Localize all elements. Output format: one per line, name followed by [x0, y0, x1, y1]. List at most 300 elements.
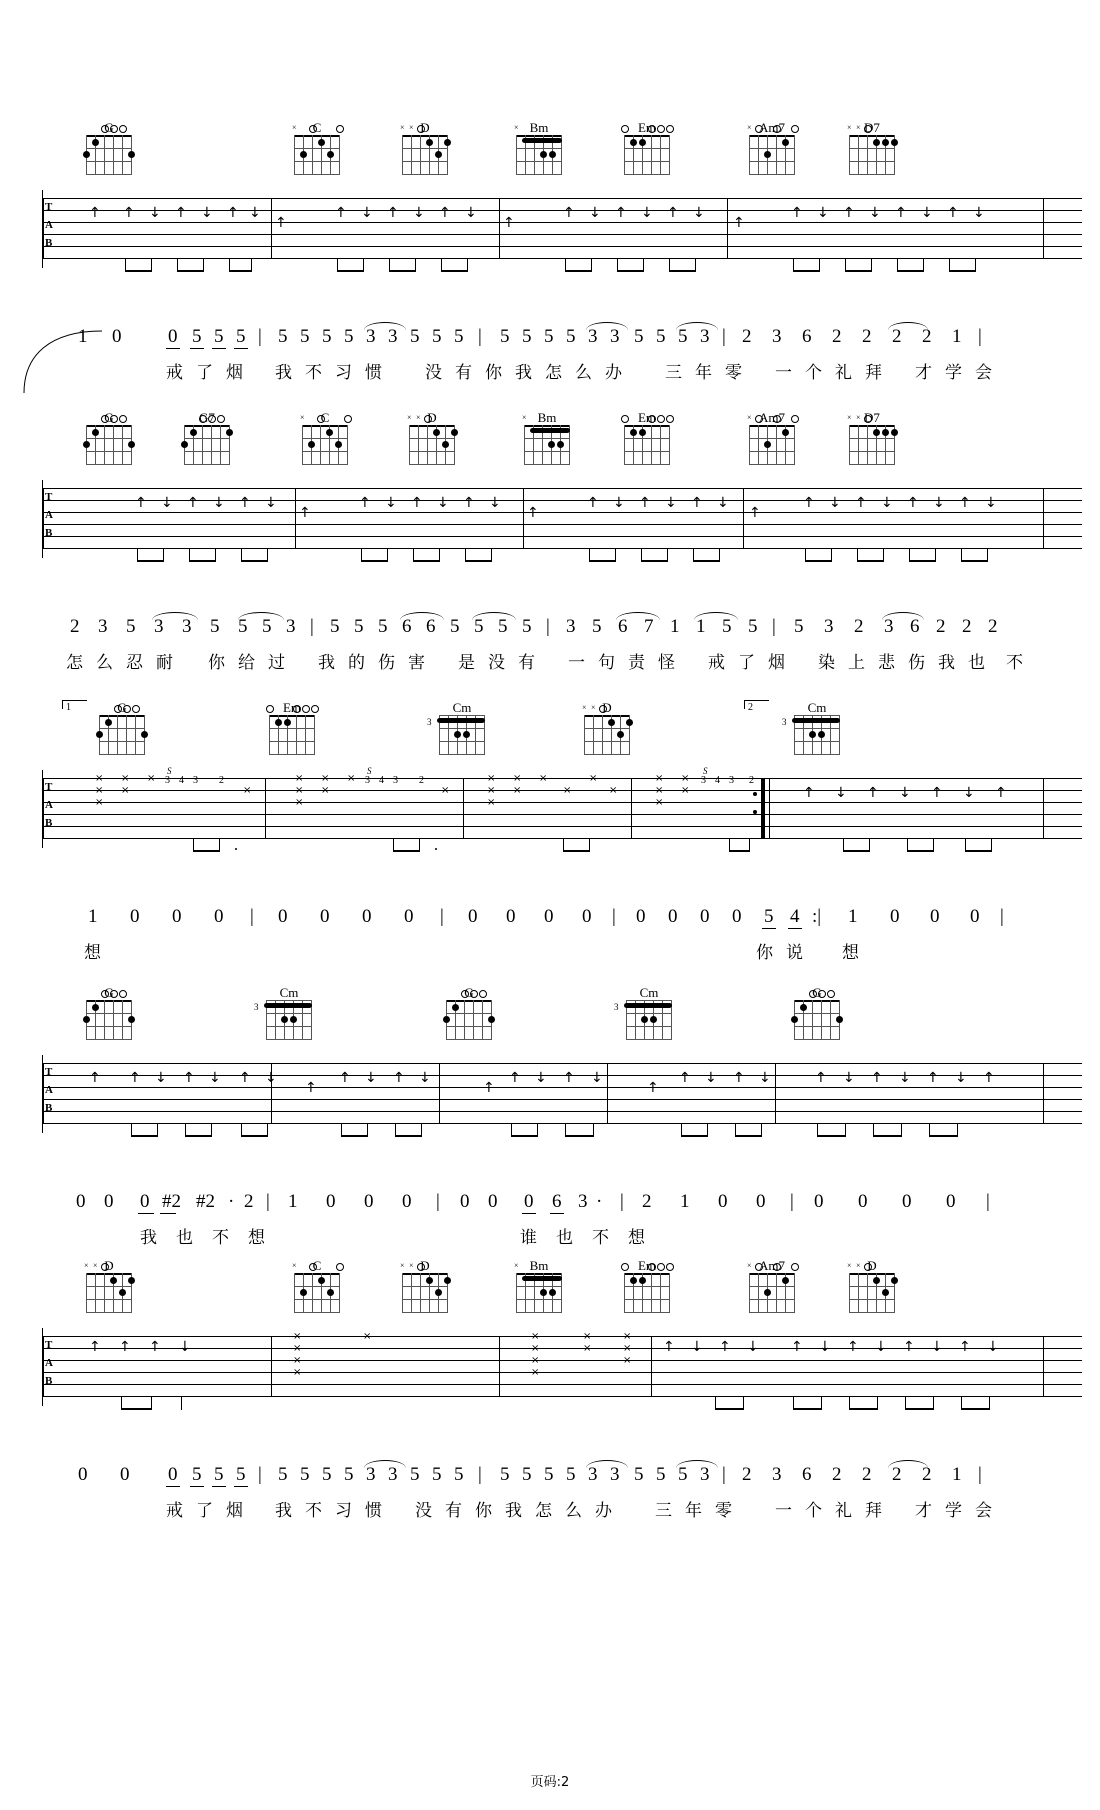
chord-name: Cm — [452, 700, 472, 715]
melody-note: 5 — [500, 1464, 510, 1485]
chord-diagram — [790, 985, 844, 1040]
melody-note: 0 — [76, 1191, 86, 1212]
melody-note: 5 — [322, 326, 332, 347]
tab-letter-t: T — [45, 781, 53, 793]
chord-diagram — [290, 120, 344, 175]
tab-dash: – — [393, 1343, 398, 1354]
melody-note: 5 — [378, 616, 388, 637]
chord-diagram — [512, 120, 566, 175]
chord-diagram — [745, 410, 799, 465]
chord-diagram — [405, 410, 459, 465]
chord-diagram — [845, 410, 899, 465]
lyric-word: 的 — [348, 653, 365, 673]
melody-note: 1 — [952, 326, 962, 347]
barline-melody: | — [436, 1191, 440, 1212]
melody-note: 5 — [544, 1464, 554, 1485]
chord-diagram — [512, 1258, 566, 1313]
lyric-word: 想 — [628, 1228, 645, 1248]
chord-name: G — [812, 985, 822, 1000]
melody-note: 0 — [544, 906, 554, 927]
melody-note: 0 — [404, 906, 414, 927]
chord-name: Em — [637, 120, 657, 135]
melody-note: 5 — [192, 1464, 202, 1485]
melody-note: 0 — [172, 906, 182, 927]
chord-name: Bm — [529, 120, 549, 135]
fret-number: 3 — [782, 717, 787, 727]
barline-melody: | — [978, 1464, 982, 1485]
lyric-word: 我 — [938, 653, 955, 673]
melody-note: 2 — [244, 1191, 254, 1212]
slide-mark: S — [367, 766, 372, 776]
lyric-word: 给 — [238, 653, 255, 673]
slide-mark: S — [703, 766, 708, 776]
lyric-word: 么 — [575, 363, 592, 383]
lyric-word: 怎 — [545, 363, 562, 383]
melody-note: 5 — [262, 616, 272, 637]
melody-note: 5 — [634, 326, 644, 347]
lyric-word: 一 — [775, 363, 792, 383]
tab-fret-number: 2 — [419, 775, 424, 786]
chord-name: C — [312, 1258, 322, 1273]
chord-grid — [184, 425, 230, 465]
melody-note: 2 — [742, 1464, 752, 1485]
chord-name: D — [602, 700, 612, 715]
melody-note: 6 — [910, 616, 920, 637]
tab-letter-b: B — [45, 817, 53, 829]
barline-melody: | — [440, 906, 444, 927]
lyric-word: 有 — [518, 653, 535, 673]
lyric-word: 责 — [628, 653, 645, 673]
melody-note: 0 — [814, 1191, 824, 1212]
lyric-word: 不 — [305, 363, 322, 383]
chord-grid — [624, 425, 670, 465]
chord-grid: × × — [849, 135, 895, 175]
melody-note: 2 — [892, 326, 902, 347]
lyric-word: 我 — [275, 363, 292, 383]
tab-staff: T A B ↑ ↑ ↑ ↓ × × × × – – × × × × × × × × × × ↑ ↓ ↑ ↓ ↑ ↓ ↑ ↓ ↑ ↓ ↑ ↓ — [42, 1328, 1082, 1406]
chord-name: D7 — [864, 410, 880, 425]
lyric-word: 伤 — [908, 653, 925, 673]
lyric-word: 烟 — [768, 653, 785, 673]
melody-note: 3 — [182, 616, 192, 637]
repeat-melody: :| — [812, 906, 822, 927]
chord-grid: × — [524, 425, 570, 465]
barline-melody: | — [978, 326, 982, 347]
chord-grid: × — [516, 135, 562, 175]
lyric-word: 我 — [140, 1228, 157, 1248]
chord-grid: × — [749, 1273, 795, 1313]
melody-note: 2 — [832, 1464, 842, 1485]
chord-diagram-row — [0, 700, 1100, 770]
chord-diagram — [620, 410, 674, 465]
melody-note: 6 — [402, 616, 412, 637]
melody-note: · — [596, 1191, 603, 1212]
chord-diagram — [398, 1258, 452, 1313]
melody-note: 6 — [426, 616, 436, 637]
slide-mark: S — [167, 766, 172, 776]
chord-name: Em — [282, 700, 302, 715]
melody-note: 5 — [344, 326, 354, 347]
lyric-word: 染 — [818, 653, 835, 673]
chord-grid: × — [749, 425, 795, 465]
lyric-word: 烟 — [226, 363, 243, 383]
chord-name: Am7 — [759, 410, 785, 425]
tab-fret-number: 3 — [701, 775, 706, 786]
chord-diagram — [254, 985, 316, 1040]
melody-note: 0 — [890, 906, 900, 927]
tab-staff: T A B × × × × × × S 3 4 3 2 × × × × × × × S 3 4 3 2 × × × × × × × × × × × × × × × S 3 4 3 2 ↑ ↓ ↑ ↓ ↑ ↓ ↑ — [42, 770, 1082, 848]
lyric-word: 惯 — [365, 363, 382, 383]
melody-note: 0 — [168, 326, 178, 347]
melody-note: 0 — [104, 1191, 114, 1212]
melody-note: 0 — [278, 906, 288, 927]
tab-letter-b: B — [45, 527, 53, 539]
chord-grid — [99, 715, 145, 755]
melody-note: 5 — [192, 326, 202, 347]
lyric-word: 了 — [196, 363, 213, 383]
tab-fret-number: 3 — [729, 775, 734, 786]
lyric-word: 伤 — [378, 653, 395, 673]
lyric-word: 怎 — [535, 1501, 552, 1521]
tab-fret-number: 3 — [393, 775, 398, 786]
melody-note: 5 — [322, 1464, 332, 1485]
chord-name: Bm — [529, 1258, 549, 1273]
chord-diagram — [427, 700, 489, 755]
lyric-word: 悲 — [878, 653, 895, 673]
melody-note: 1 — [696, 616, 706, 637]
melody-note: 5 — [236, 1464, 246, 1485]
melody-note: 0 — [140, 1191, 150, 1212]
melody-line — [0, 1191, 1100, 1223]
melody-note: 2 — [962, 616, 972, 637]
chord-name: Cm — [639, 985, 659, 1000]
chord-name: D — [420, 1258, 430, 1273]
melody-note: 5 — [432, 1464, 442, 1485]
lyric-word: 说 — [786, 943, 803, 963]
melody-note: 3 — [610, 326, 620, 347]
chord-name: G — [117, 700, 127, 715]
chord-grid: × — [749, 135, 795, 175]
melody-note: 5 — [354, 616, 364, 637]
chord-grid: × × — [409, 425, 455, 465]
melody-note: 4 — [790, 906, 800, 927]
system-5 — [0, 1258, 1100, 1520]
melody-note: 3 — [824, 616, 834, 637]
melody-note: 3 — [588, 1464, 598, 1485]
barline-melody: | — [722, 1464, 726, 1485]
melody-note: 5 — [300, 1464, 310, 1485]
lyric-word: 不 — [592, 1228, 609, 1248]
melody-note: 0 — [524, 1191, 534, 1212]
tab-letter-a: A — [45, 509, 53, 521]
melody-note: 2 — [70, 616, 80, 637]
melody-note: 5 — [126, 616, 136, 637]
melody-note: 0 — [488, 1191, 498, 1212]
lyric-word: 戒 — [166, 1501, 183, 1521]
barline-melody: | — [790, 1191, 794, 1212]
melody-note: 3 — [388, 1464, 398, 1485]
chord-grid — [86, 425, 132, 465]
chord-grid: × — [294, 135, 340, 175]
chord-name: C — [320, 410, 330, 425]
tab-fret-number: 3 — [365, 775, 370, 786]
system-4 — [0, 985, 1100, 1247]
melody-note: 1 — [680, 1191, 690, 1212]
melody-note: 3 — [700, 326, 710, 347]
melody-note: 0 — [930, 906, 940, 927]
melody-note: 5 — [210, 616, 220, 637]
tab-letter-t: T — [45, 201, 53, 213]
melody-note: 5 — [656, 1464, 666, 1485]
barline-melody: | — [310, 616, 314, 637]
melody-note: 0 — [168, 1464, 178, 1485]
melody-note: 2 — [832, 326, 842, 347]
chord-grid: × × — [849, 425, 895, 465]
melody-line — [0, 326, 1100, 358]
lyric-word: 个 — [805, 363, 822, 383]
tab-letter-t: T — [45, 1339, 53, 1351]
chord-diagram — [745, 120, 799, 175]
barline-melody: | — [1000, 906, 1004, 927]
lyric-line — [0, 648, 1100, 672]
lyric-word: 上 — [848, 653, 865, 673]
lyric-word: 想 — [842, 943, 859, 963]
lyric-word: 你 — [756, 943, 773, 963]
melody-note: 5 — [236, 326, 246, 347]
barline-melody: | — [986, 1191, 990, 1212]
chord-grid: × — [294, 1273, 340, 1313]
melody-note: 1 — [952, 1464, 962, 1485]
barline-melody: | — [478, 1464, 482, 1485]
melody-note: 5 — [450, 616, 460, 637]
chord-diagram — [580, 700, 634, 755]
chord-grid: × × — [849, 1273, 895, 1313]
melody-note: 2 — [922, 326, 932, 347]
lyric-line — [0, 938, 1100, 962]
lyric-word: 学 — [945, 363, 962, 383]
chord-diagram — [82, 1258, 136, 1313]
lyric-word: 办 — [605, 363, 622, 383]
lyric-word: 怎 — [66, 653, 83, 673]
chord-diagram — [398, 120, 452, 175]
lyric-word: 我 — [318, 653, 335, 673]
melody-note: 5 — [410, 1464, 420, 1485]
lyric-word: 会 — [975, 363, 992, 383]
melody-note: 5 — [454, 1464, 464, 1485]
melody-note: 5 — [500, 326, 510, 347]
melody-note: 5 — [764, 906, 774, 927]
melody-note: 3 — [578, 1191, 588, 1212]
lyric-word: 没 — [415, 1501, 432, 1521]
melody-line — [0, 906, 1100, 938]
chord-diagram — [782, 700, 844, 755]
chord-grid: × × — [402, 1273, 448, 1313]
lyric-word: 也 — [968, 653, 985, 673]
chord-name: Am7 — [759, 1258, 785, 1273]
lyric-word: 害 — [408, 653, 425, 673]
lyric-word: 忍 — [126, 653, 143, 673]
melody-note: 2 — [922, 1464, 932, 1485]
lead-in-curve — [10, 315, 130, 395]
melody-note: 0 — [970, 906, 980, 927]
melody-note: 3 — [154, 616, 164, 637]
lyric-word: 拜 — [865, 363, 882, 383]
lyric-word: 你 — [208, 653, 225, 673]
chord-name: D — [420, 120, 430, 135]
chord-diagram-row — [0, 1258, 1100, 1328]
chord-name: D — [867, 1258, 877, 1273]
melody-note: 0 — [364, 1191, 374, 1212]
lyric-word: 一 — [775, 1501, 792, 1521]
chord-grid: × × — [86, 1273, 132, 1313]
chord-grid: × — [302, 425, 348, 465]
lyric-word: 有 — [455, 363, 472, 383]
melody-note: 0 — [120, 1464, 130, 1485]
chord-grid — [782, 715, 840, 755]
melody-note: 5 — [522, 1464, 532, 1485]
lyric-word: 我 — [505, 1501, 522, 1521]
melody-note: 0 — [78, 1464, 88, 1485]
chord-diagram — [265, 700, 319, 755]
melody-line — [0, 1464, 1100, 1496]
chord-diagram — [290, 1258, 344, 1313]
chord-name: Em — [637, 410, 657, 425]
chord-name: D — [104, 1258, 114, 1273]
chord-grid: × × — [402, 135, 448, 175]
lyric-word: 不 — [305, 1501, 322, 1521]
chord-name: G — [464, 985, 474, 1000]
lyric-word: 惯 — [365, 1501, 382, 1521]
chord-diagram-row — [0, 985, 1100, 1055]
melody-note: 6 — [802, 326, 812, 347]
melody-note: 6 — [552, 1191, 562, 1212]
barline-melody: | — [612, 906, 616, 927]
tab-dash: – — [467, 1343, 472, 1354]
lyric-word: 才 — [915, 363, 932, 383]
melody-note: 1 — [288, 1191, 298, 1212]
barline-melody: | — [258, 1464, 262, 1485]
melody-note: 5 — [522, 616, 532, 637]
chord-grid — [624, 1273, 670, 1313]
lyric-word: 么 — [96, 653, 113, 673]
lyric-word: 办 — [595, 1501, 612, 1521]
melody-note: 2 — [642, 1191, 652, 1212]
melody-note: 0 — [700, 906, 710, 927]
melody-note: 0 — [506, 906, 516, 927]
tab-letter-b: B — [45, 237, 53, 249]
melody-note: 5 — [592, 616, 602, 637]
lyric-word: 没 — [488, 653, 505, 673]
system-2 — [0, 410, 1100, 672]
tab-fret-number: 3 — [165, 775, 170, 786]
lyric-word: 想 — [248, 1228, 265, 1248]
melody-note: 0 — [362, 906, 372, 927]
chord-name: G — [104, 410, 114, 425]
melody-note: 0 — [320, 906, 330, 927]
tab-staff: T A B ↑ ↑ ↓ ↑ ↓ ↑ ↓ ↑ ↑ ↓ ↑ ↓ ↑ ↑ ↓ ↑ ↓ ↑ ↑ ↓ ↑ ↓ ↑ ↓ ↑ ↓ ↑ ↓ ↑ — [42, 1055, 1082, 1133]
lyric-word: 三 — [665, 363, 682, 383]
lyric-word: 零 — [715, 1501, 732, 1521]
chord-name: Cm — [807, 700, 827, 715]
barline-melody: | — [250, 906, 254, 927]
lyric-word: 会 — [975, 1501, 992, 1521]
lyric-word: 习 — [335, 1501, 352, 1521]
chord-diagram — [845, 1258, 899, 1313]
lyric-word: 我 — [515, 363, 532, 383]
melody-note: 5 — [214, 1464, 224, 1485]
lyric-word: 想 — [84, 943, 101, 963]
lyric-word: 谁 — [520, 1228, 537, 1248]
lyric-word: 有 — [445, 1501, 462, 1521]
lyric-word: 怪 — [658, 653, 675, 673]
melody-note: 3 — [388, 326, 398, 347]
melody-note: 5 — [410, 326, 420, 347]
melody-note: 0 — [460, 1191, 470, 1212]
tab-letter-b: B — [45, 1375, 53, 1387]
melody-note: 0 — [468, 906, 478, 927]
melody-note: 0 — [402, 1191, 412, 1212]
lyric-word: 过 — [268, 653, 285, 673]
fret-number: 3 — [614, 1002, 619, 1012]
lyric-word: 年 — [695, 363, 712, 383]
chord-name: Cm — [279, 985, 299, 1000]
lyric-word: 戒 — [166, 363, 183, 383]
chord-name: G7 — [199, 410, 215, 425]
melody-note: 5 — [656, 326, 666, 347]
melody-note: · — [228, 1191, 235, 1212]
melody-note: 5 — [544, 326, 554, 347]
fret-number: 3 — [427, 717, 432, 727]
chord-grid — [794, 1000, 840, 1040]
barline-melody: | — [258, 326, 262, 347]
melody-note: 3 — [610, 1464, 620, 1485]
tab-staff: T A B ↑ ↑ ↓ ↑ ↓ ↑ ↓ ↑ ↑ ↓ ↑ ↓ ↑ ↓ ↑ ↑ ↓ ↑ ↓ ↑ ↓ ↑ ↑ ↓ ↑ ↓ ↑ ↓ ↑ ↓ — [42, 190, 1082, 268]
lyric-word: 才 — [915, 1501, 932, 1521]
chord-diagram — [82, 120, 136, 175]
chord-name: Bm — [537, 410, 557, 425]
melody-note: 5 — [566, 326, 576, 347]
chord-diagram — [442, 985, 496, 1040]
melody-note: 1 — [670, 616, 680, 637]
chord-diagram-row — [0, 410, 1100, 480]
tab-fret-number: 4 — [179, 775, 184, 786]
melody-note: 2 — [854, 616, 864, 637]
lyric-word: 么 — [565, 1501, 582, 1521]
melody-note: 3 — [566, 616, 576, 637]
chord-grid: × × — [584, 715, 630, 755]
tab-fret-number: 4 — [715, 775, 720, 786]
melody-note: 2 — [742, 326, 752, 347]
melody-note: 0 — [130, 906, 140, 927]
melody-note: 5 — [794, 616, 804, 637]
lyric-word: 零 — [725, 363, 742, 383]
melody-note: 5 — [566, 1464, 576, 1485]
tab-letter-a: A — [45, 799, 53, 811]
lyric-word: 了 — [738, 653, 755, 673]
chord-name: D — [427, 410, 437, 425]
system-3 — [0, 700, 1100, 962]
barline-melody: | — [478, 326, 482, 347]
melody-note: 5 — [238, 616, 248, 637]
melody-note: 5 — [722, 616, 732, 637]
chord-name: G — [104, 985, 114, 1000]
chord-name: C — [312, 120, 322, 135]
melody-note: 5 — [474, 616, 484, 637]
melody-note: 3 — [772, 1464, 782, 1485]
chord-grid — [446, 1000, 492, 1040]
lyric-word: 没 — [425, 363, 442, 383]
lyric-word: 句 — [598, 653, 615, 673]
